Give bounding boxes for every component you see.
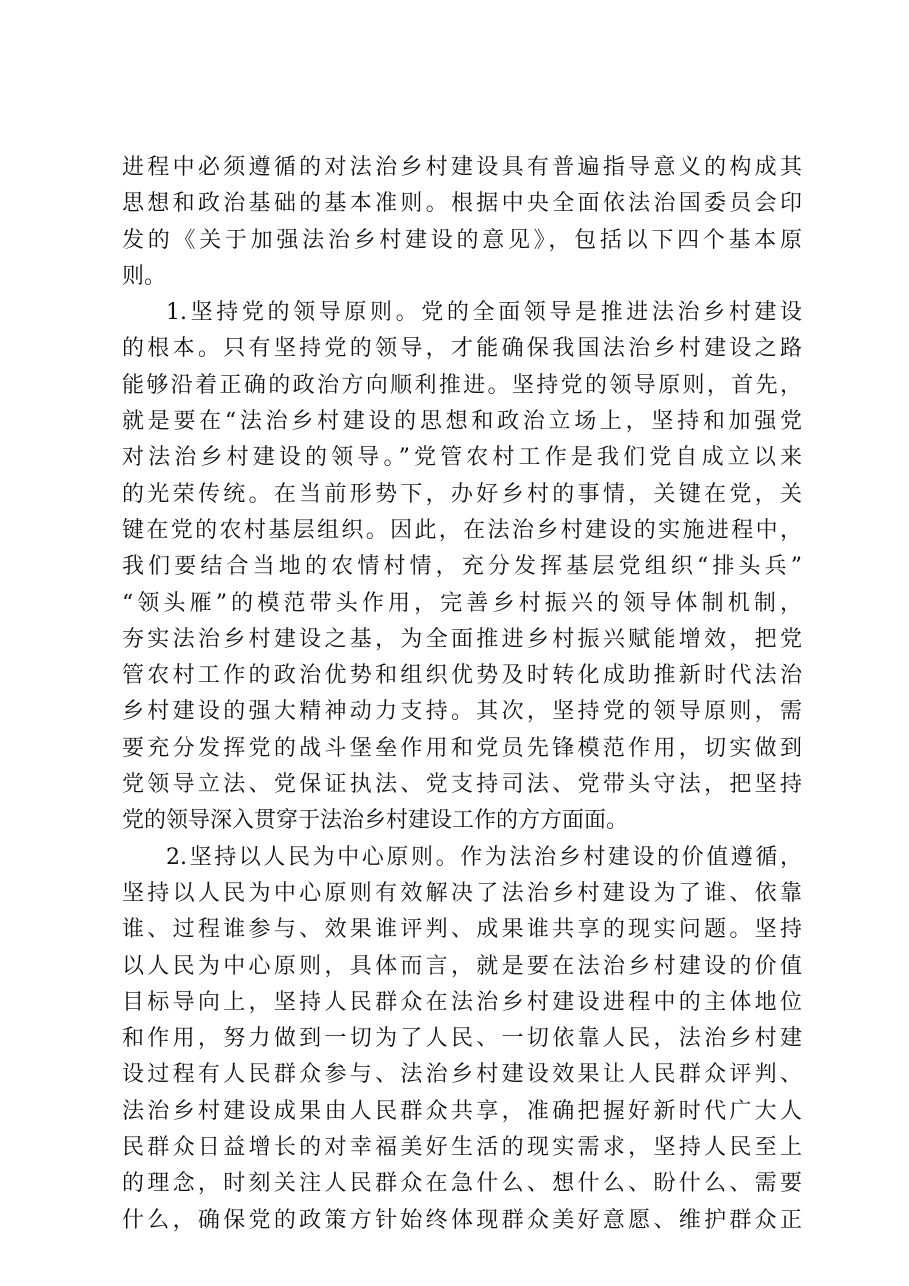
text-line: 就是要在“法治乡村建设的思想和政治立场上，坚持和加强党 xyxy=(122,409,802,435)
text-line: 的理念，时刻关注人民群众在急什么、想什么、盼什么、需要 xyxy=(122,1171,802,1197)
text-line: 思想和政治基础的基本准则。根据中央全面依法治国委员会印 xyxy=(122,191,802,217)
text-line: 以人民为中心原则，具体而言，就是要在法治乡村建设的价值 xyxy=(122,953,802,979)
text-line: 键在党的农村基层组织。因此，在法治乡村建设的实施进程中， xyxy=(122,517,802,543)
text-line: 能够沿着正确的政治方向顺利推进。坚持党的领导原则，首先， xyxy=(122,372,802,398)
text-line: 1.坚持党的领导原则。党的全面领导是推进法治乡村建设 xyxy=(166,300,802,326)
text-line: 党领导立法、党保证执法、党支持司法、党带头守法，把坚持 xyxy=(122,772,802,798)
text-line: 坚持以人民为中心原则有效解决了法治乡村建设为了谁、依靠 xyxy=(122,880,802,906)
text-line: 党的领导深入贯穿于法治乡村建设工作的方方面面。 xyxy=(122,808,629,834)
text-line: 民群众日益增长的对幸福美好生活的现实需求，坚持人民至上 xyxy=(122,1135,802,1161)
text-line: 要充分发挥党的战斗堡垒作用和党员先锋模范作用，切实做到 xyxy=(122,735,802,761)
text-line: 目标导向上，坚持人民群众在法治乡村建设进程中的主体地位 xyxy=(122,989,802,1015)
text-line: 谁、过程谁参与、效果谁评判、成果谁共享的现实问题。坚持 xyxy=(122,917,802,943)
body-text xyxy=(122,150,802,1239)
text-line: 的光荣传统。在当前形势下，办好乡村的事情，关键在党，关 xyxy=(122,481,802,507)
text-line: 管农村工作的政治优势和组织优势及时转化成助推新时代法治 xyxy=(122,663,802,689)
text-line: 则。 xyxy=(122,263,167,289)
text-line: 进程中必须遵循的对法治乡村建设具有普遍指导意义的构成其 xyxy=(122,155,802,180)
text-line: 的根本。只有坚持党的领导，才能确保我国法治乡村建设之路 xyxy=(122,336,802,362)
text-line: 夯实法治乡村建设之基，为全面推进乡村振兴赋能增效，把党 xyxy=(122,626,802,652)
text-line: “领头雁”的模范带头作用，完善乡村振兴的领导体制机制， xyxy=(122,590,802,616)
text-line: 设过程有人民群众参与、法治乡村建设效果让人民群众评判、 xyxy=(122,1062,802,1088)
text-line: 什么，确保党的政策方针始终体现群众美好意愿、维护群众正 xyxy=(122,1207,802,1233)
text-line: 和作用，努力做到一切为了人民、一切依靠人民，法治乡村建 xyxy=(122,1026,802,1052)
text-line: 2.坚持以人民为中心原则。作为法治乡村建设的价值遵循， xyxy=(166,844,802,870)
text-line: 乡村建设的强大精神动力支持。其次，坚持党的领导原则，需 xyxy=(122,699,802,725)
text-line: 对法治乡村建设的领导。”党管农村工作是我们党自成立以来 xyxy=(122,445,802,471)
text-line: 法治乡村建设成果由人民群众共享，准确把握好新时代广大人 xyxy=(122,1098,802,1124)
text-line: 我们要结合当地的农情村情，充分发挥基层党组织“排头兵” xyxy=(122,554,802,580)
text-line: 发的《关于加强法治乡村建设的意见》，包括以下四个基本原 xyxy=(122,227,802,253)
